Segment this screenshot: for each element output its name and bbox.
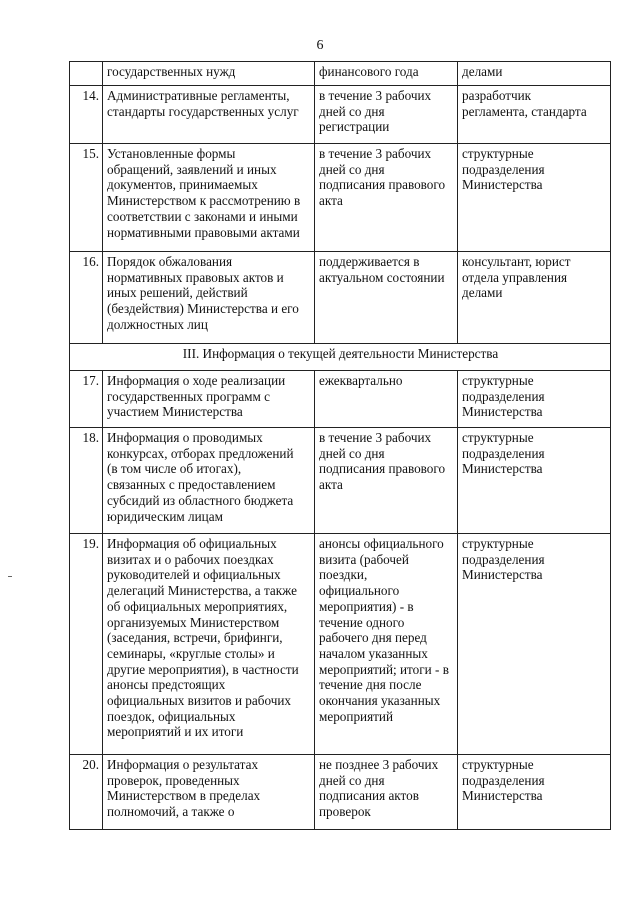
table-row xyxy=(70,371,611,428)
row-title: Информация об официальных визитах и о рабочих поездках руководителей и официальных делегаций Министерства, а также об официальных мероприятиях, организуемых Министерством (заседания, встречи, брифинги, семинары, «круглые столы» и другие мероприятия), в частности анонсы предстоящих официальных визитов и рабочих поездок, официальных мероприятий и их итоги xyxy=(103,534,315,755)
section-row xyxy=(70,344,611,371)
row-number xyxy=(70,62,103,86)
row-number: 15. xyxy=(70,144,103,252)
row-number: 14. xyxy=(70,86,103,144)
table-row xyxy=(70,755,611,830)
table-row xyxy=(70,86,611,144)
row-responsible: структурные подразделения Министерства xyxy=(458,371,611,428)
row-responsible: структурные подразделения Министерства xyxy=(458,428,611,534)
page-number: 6 xyxy=(316,38,324,53)
row-title: Порядок обжалования нормативных правовых актов и иных решений, действий (бездействия) Министерства и его должностных лиц xyxy=(103,252,315,344)
row-title: Информация о ходе реализации государственных программ с участием Министерства xyxy=(103,371,315,428)
row-number: 17. xyxy=(70,371,103,428)
section-heading: III. Информация о текущей деятельности Министерства xyxy=(70,344,611,371)
row-number: 20. xyxy=(70,755,103,830)
table-row xyxy=(70,252,611,344)
table-row xyxy=(70,144,611,252)
row-responsible: разработчик регламента, стандарта xyxy=(458,86,611,144)
row-number: 19. xyxy=(70,534,103,755)
row-deadline: финансового года xyxy=(315,62,458,86)
table-body xyxy=(70,62,611,830)
row-deadline: в течение 3 рабочих дней со дня подписания правового акта xyxy=(315,144,458,252)
row-deadline: поддерживается в актуальном состоянии xyxy=(315,252,458,344)
row-deadline: не позднее 3 рабочих дней со дня подписания актов проверок xyxy=(315,755,458,830)
document-table xyxy=(69,61,611,830)
row-title: Информация о проводимых конкурсах, отборах предложений (в том числе об итогах), связанных с предоставлением субсидий из областного бюджета юридическим лицам xyxy=(103,428,315,534)
row-deadline: ежеквартально xyxy=(315,371,458,428)
row-deadline: в течение 3 рабочих дней со дня подписания правового акта xyxy=(315,428,458,534)
row-number: 16. xyxy=(70,252,103,344)
scan-mark xyxy=(8,576,12,577)
row-responsible: структурные подразделения Министерства xyxy=(458,534,611,755)
row-title: государственных нужд xyxy=(103,62,315,86)
table-row xyxy=(70,62,611,86)
row-deadline: в течение 3 рабочих дней со дня регистрации xyxy=(315,86,458,144)
row-responsible: делами xyxy=(458,62,611,86)
table-row xyxy=(70,534,611,755)
row-deadline: анонсы официального визита (рабочей поездки, официального мероприятия) - в течение одного рабочего дня перед началом указанных мероприятий; итоги - в течение дня после окончания указанных мероприятий xyxy=(315,534,458,755)
row-responsible: структурные подразделения Министерства xyxy=(458,755,611,830)
row-responsible: консультант, юрист отдела управления делами xyxy=(458,252,611,344)
row-title: Информация о результатах проверок, проведенных Министерством в пределах полномочий, а также о xyxy=(103,755,315,830)
row-title: Административные регламенты, стандарты государственных услуг xyxy=(103,86,315,144)
table-row xyxy=(70,428,611,534)
row-responsible: структурные подразделения Министерства xyxy=(458,144,611,252)
row-title: Установленные формы обращений, заявлений и иных документов, принимаемых Министерством к рассмотрению в соответствии с законами и иными нормативными правовыми актами xyxy=(103,144,315,252)
row-number: 18. xyxy=(70,428,103,534)
